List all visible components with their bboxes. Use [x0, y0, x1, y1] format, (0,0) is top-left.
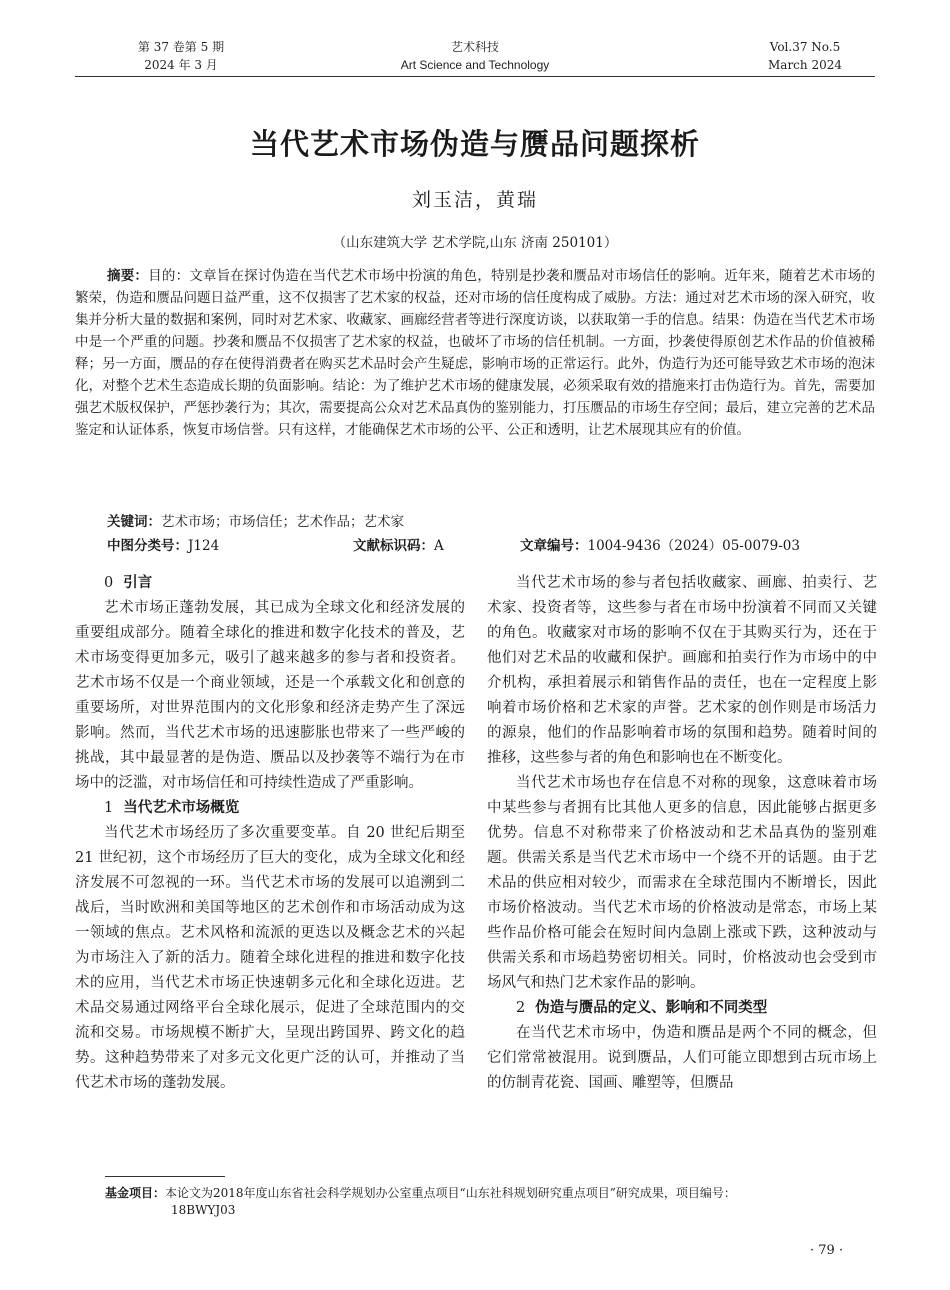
affiliation: （山东建筑大学 艺术学院,山东 济南 250101）: [332, 235, 618, 251]
keywords: [107, 510, 404, 530]
journal-volume-en: [745, 38, 865, 74]
left-column: [75, 571, 465, 1096]
section-heading-1: [75, 796, 465, 821]
section-title: 当代艺术市场概览: [123, 800, 240, 816]
article-number: [520, 534, 800, 554]
section-number: 1: [104, 800, 114, 816]
document-code-value: A: [434, 538, 444, 554]
journal-name-en: Art Science and Technology: [400, 58, 550, 72]
abstract-text: 目的：文章旨在探讨伪造在当代艺术市场中扮演的角色，特别是抄袭和赝品对市场信任的影响。近年来，随着艺术市场的繁荣，伪造和赝品问题日益严重，这不仅损害了艺术家的权益，还对市场的信任度构成了威胁。方法：通过对艺术市场的深入研究，收集并分析大量的数据和案例，同时对艺术家、收藏家、画廊经营者等进行深度访谈，以获取第一手的信息。结果：伪造在当代艺术市场中是一个严重的问题。抄袭和赝品不仅损害了艺术家的权益，也破坏了市场的信任机制。一方面，抄袭使得原创艺术作品的价值被稀释；另一方面，赝品的存在使得消费者在购买艺术品时会产生疑虑，影响市场的正常运行。此外，伪造行为还可能导致艺术市场的泡沫化，对整个艺术生态造成长期的负面影响。结论：为了维护艺术市场的健康发展，必须采取有效的措施来打击伪造行为。首先，需要加强艺术版权保护，严惩抄袭行为；其次，需要提高公众对艺术品真伪的鉴别能力，打压赝品的市场生存空间；最后，建立完善的艺术品鉴定和认证体系，恢复市场信誉。只有这样，才能确保艺术市场的公平、公正和透明，让艺术展现其应有的价值。: [75, 268, 876, 438]
document-code: [353, 534, 444, 554]
classification-value: J124: [188, 538, 220, 554]
footnote-rule: [105, 1176, 225, 1177]
paragraph: 艺术市场正蓬勃发展，其已成为全球文化和经济发展的重要组成部分。随着全球化的推进和数字化技术的普及，艺术市场变得更加多元，吸引了越来越多的参与者和投资者。艺术市场不仅是一个商业领域，还是一个承载文化和创意的重要场所，对世界范围内的文化形象和经济走势产生了深远影响。然而，当代艺术市场的迅速膨胀也带来了一些严峻的挑战，其中最显著的是伪造、赝品以及抄袭等不端行为在市场中的泛滥，对市场信任和可持续性造成了严重影响。: [75, 600, 465, 791]
publish-date-en: March 2024: [768, 58, 842, 72]
footnote: [105, 1185, 880, 1219]
paragraph: 当代艺术市场的参与者包括收藏家、画廊、拍卖行、艺术家、投资者等，这些参与者在市场中扮演着不同而又关键的角色。收藏家对市场的影响不仅在于其购买行为，还在于他们对艺术品的收藏和保护。画廊和拍卖行作为市场中的中介机构，承担着展示和销售作品的责任，也在一定程度上影响着市场价格和艺术家的声誉。艺术家的创作则是市场活力的源泉，他们的作品影响着市场的氛围和趋势。随着时间的推移，这些参与者的角色和影响也在不断变化。: [487, 575, 877, 766]
section-title: 引言: [123, 575, 153, 591]
section-heading-0: [75, 571, 465, 596]
volume-issue: 第 37 卷第 5 期: [137, 40, 225, 54]
authors: 刘玉洁，黄瑞: [411, 189, 538, 211]
publish-date-cn: 2024 年 3 月: [144, 58, 218, 72]
article-number-label: 文章编号：: [520, 538, 588, 554]
footnote-label: 基金项目：: [105, 1186, 166, 1200]
journal-volume-cn: [116, 38, 246, 74]
right-column: [487, 571, 877, 1096]
paragraph: 当代艺术市场也存在信息不对称的现象，这意味着市场中某些参与者拥有比其他人更多的信息，因此能够占据更多优势。信息不对称带来了价格波动和艺术品真伪的鉴别难题。供需关系是当代艺术市场中一个绕不开的话题。由于艺术品的供应相对较少，而需求在全球范围内不断增长，因此市场价格波动。当代艺术市场的价格波动是常态，市场上某些作品价格可能会在短时间内急剧上涨或下跌，这种波动与供需关系和市场趋势密切相关。同时，价格波动也会受到市场风气和热门艺术家作品的影响。: [487, 775, 877, 991]
paper-title: 当代艺术市场伪造与赝品问题探析: [249, 127, 700, 161]
header-rule: [75, 76, 875, 77]
keywords-text: 艺术市场；市场信任；艺术作品；艺术家: [161, 514, 404, 530]
section-title: 伪造与赝品的定义、影响和不同类型: [535, 1000, 768, 1016]
paragraph: 当代艺术市场经历了多次重要变革。自 20 世纪后期至 21 世纪初，这个市场经历了巨大的变化，成为全球文化和经济发展不可忽视的一环。当代艺术市场的发展可以追溯到二战后，当时欧洲和美国等地区的艺术创作和市场活动成为这一领域的焦点。艺术风格和流派的更迭以及概念艺术的兴起为市场注入了新的活力。随着全球化进程的推进和数字化技术的应用，当代艺术市场正快速朝多元化和全球化迈进。艺术品交易通过网络平台全球化展示，促进了全球范围内的交流和交易。市场规模不断扩大，呈现出跨国界、跨文化的趋势。这种趋势带来了对多元文化更广泛的认可，并推动了当代艺术市场的蓬勃发展。: [75, 825, 465, 1091]
document-code-label: 文献标识码：: [353, 538, 434, 554]
abstract-label: 摘要：: [107, 268, 149, 284]
article-number-value: 1004-9436（2024）05-0079-03: [587, 538, 800, 554]
journal-name: [325, 38, 625, 74]
section-number: 2: [516, 1000, 526, 1016]
abstract: [75, 265, 875, 441]
section-number: 0: [104, 575, 114, 591]
section-heading-2: [487, 996, 877, 1021]
classification-label: 中图分类号：: [107, 538, 188, 554]
keywords-label: 关键词：: [107, 514, 161, 530]
volume-issue-en: Vol.37 No.5: [769, 40, 841, 54]
classification: [107, 534, 219, 554]
footnote-text: 本论文为2018年度山东省社会科学规划办公室重点项目“山东社科规划研究重点项目”研究成果，项目编号：: [165, 1186, 736, 1200]
page-number: · 79 ·: [810, 1243, 844, 1258]
journal-name-cn: 艺术科技: [450, 40, 499, 54]
footnote-project-number: 18BWYJ03: [171, 1203, 236, 1217]
paragraph: 在当代艺术市场中，伪造和赝品是两个不同的概念，但它们常常被混用。说到赝品，人们可能立即想到古玩市场上的仿制青花瓷、国画、雕塑等，但赝品: [487, 1025, 877, 1091]
